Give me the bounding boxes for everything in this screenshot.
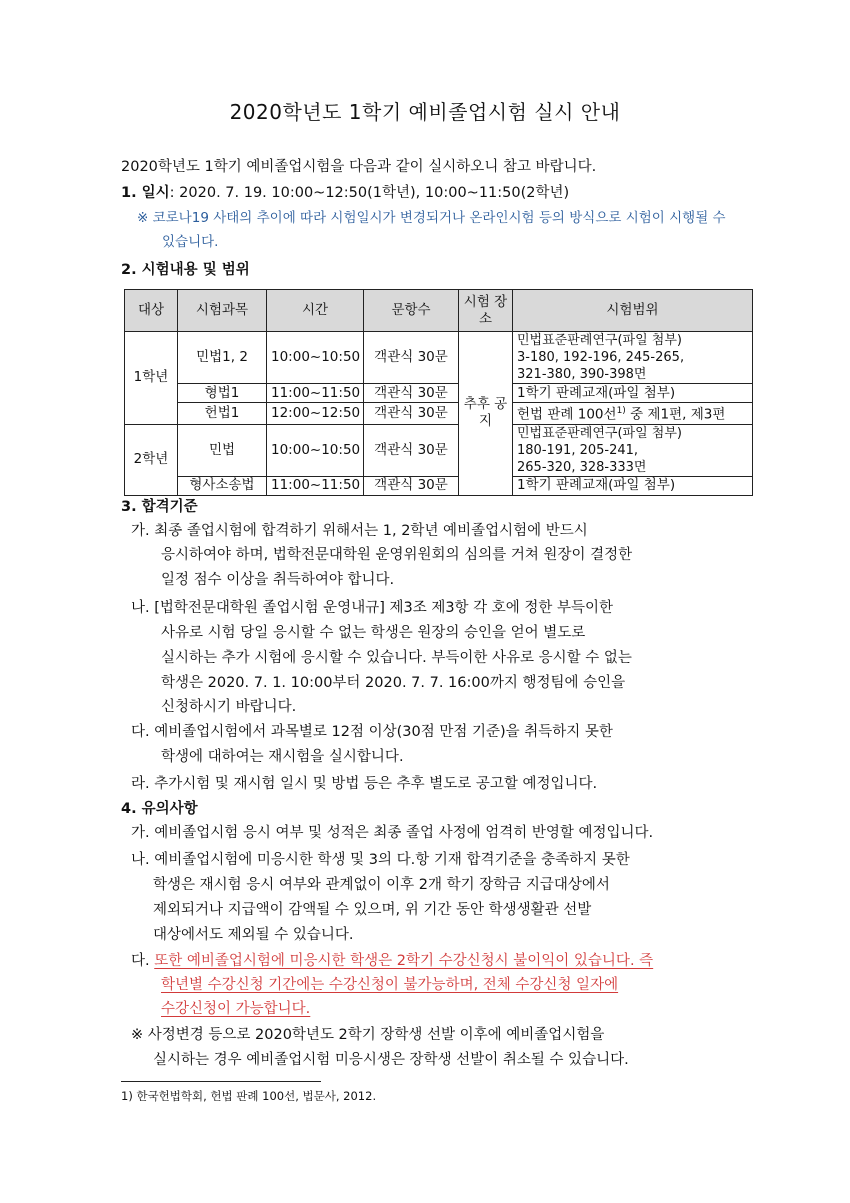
footnote-ref: 1) [616, 406, 626, 416]
section1-text: : 2020. 7. 19. 10:00~12:50(1학년), 10:00~11:50(2학년) [169, 185, 570, 201]
header-count: 문항수 [364, 290, 459, 332]
range-line: 321-380, 390-398면 [517, 367, 647, 382]
section3-line: 다. 예비졸업시험에서 과목별로 12점 이상(30점 만점 기준)을 취득하지 못한 [131, 724, 613, 740]
time-cell: 11:00~11:50 [267, 476, 364, 495]
section4-line: 대상에서도 제외될 수 있습니다. [153, 927, 354, 943]
section4-heading: 4. 유의사항 [121, 801, 198, 817]
page-title: 2020학년도 1학기 예비졸업시험 실시 안내 [229, 100, 621, 124]
time-cell: 12:00~12:50 [267, 403, 364, 425]
grade-cell: 2학년 [125, 424, 178, 495]
section3-line: 학생은 2020. 7. 1. 10:00부터 2020. 7. 7. 16:00까지 행정팀에 승인을 [161, 675, 626, 691]
count-cell: 객관식 30문 [364, 476, 459, 495]
warning-text: 수강신청이 가능합니다. [161, 1001, 311, 1017]
item-marker: 다. [131, 953, 155, 969]
subject-cell: 헌법1 [178, 403, 267, 425]
section3-line: 라. 추가시험 및 재시험 일시 및 방법 등은 추후 별도로 공고할 예정입니다. [131, 776, 598, 792]
range-cell [513, 424, 753, 476]
subject-cell: 민법1, 2 [178, 332, 267, 384]
range-cell: 1학기 판례교재(파일 첨부) [513, 384, 753, 403]
section4-line [131, 951, 653, 971]
table-row [125, 332, 753, 384]
header-target: 대상 [125, 290, 178, 332]
section3-line: 실시하는 추가 시험에 응시할 수 있습니다. 부득이한 사유로 응시할 수 없는 [161, 650, 632, 666]
count-cell: 객관식 30문 [364, 403, 459, 425]
section4-line: 나. 예비졸업시험에 미응시한 학생 및 3의 다.항 기재 합격기준을 충족하지 못한 [131, 852, 630, 868]
footnote-divider [121, 1081, 321, 1082]
section1-heading: 1. 일시 [121, 185, 170, 201]
exam-table [124, 289, 753, 496]
section3-line: 사유로 시험 당일 응시할 수 없는 학생은 원장의 승인을 얻어 별도로 [161, 625, 586, 641]
time-cell: 10:00~10:50 [267, 424, 364, 476]
subject-cell: 민법 [178, 424, 267, 476]
range-line: 민법표준판례연구(파일 첨부) [517, 333, 682, 348]
count-cell: 객관식 30문 [364, 424, 459, 476]
table-header-row [125, 290, 753, 332]
range-line: 3-180, 192-196, 245-265, [517, 350, 685, 365]
section4-line: 실시하는 경우 예비졸업시험 미응시생은 장학생 선발이 취소될 수 있습니다. [153, 1052, 629, 1068]
subject-cell: 형법1 [178, 384, 267, 403]
intro-text: 2020학년도 1학기 예비졸업시험을 다음과 같이 실시하오니 참고 바랍니다. [121, 159, 597, 175]
section1-note-line2: 있습니다. [162, 234, 219, 250]
grade-cell: 1학년 [125, 332, 178, 425]
header-subject: 시험과목 [178, 290, 267, 332]
time-cell: 11:00~11:50 [267, 384, 364, 403]
section3-line: 나. [법학전문대학원 졸업시험 운영내규] 제3조 제3항 각 호에 정한 부득이한 [131, 600, 614, 616]
count-cell: 객관식 30문 [364, 332, 459, 384]
range-cell [513, 403, 753, 425]
section3-line: 학생에 대하여는 재시험을 실시합니다. [161, 749, 404, 765]
count-cell: 객관식 30문 [364, 384, 459, 403]
section1-note-line1: ※ 코로나19 사태의 추이에 따라 시험일시가 변경되거나 온라인시험 등의 방식으로 시험이 시행될 수 [137, 210, 726, 226]
section3-line: 신청하시기 바랍니다. [161, 699, 297, 715]
time-cell: 10:00~10:50 [267, 332, 364, 384]
footnote: 1) 한국헌법학회, 헌법 판례 100선, 법문사, 2012. [121, 1089, 377, 1103]
table-row [125, 384, 753, 403]
section3-line: 응시하여야 하며, 법학전문대학원 운영위원회의 심의를 거쳐 원장이 결정한 [161, 547, 633, 563]
range-line: 180-191, 205-241, [517, 442, 639, 458]
range-line: 265-320, 328-333면 [517, 459, 647, 475]
subject-cell: 형사소송법 [178, 476, 267, 495]
range-text: 헌법 판례 100선 [517, 406, 617, 423]
warning-text: 학년별 수강신청 기간에는 수강신청이 불가능하며, 전체 수강신청 일자에 [161, 977, 619, 993]
place-cell: 추후 공지 [459, 332, 513, 496]
table-row [125, 403, 753, 425]
section4-line: 학생은 재시험 응시 여부와 관계없이 이후 2개 학기 장학금 지급대상에서 [153, 877, 610, 893]
header-place: 시험 장소 [459, 290, 513, 332]
section4-line: 가. 예비졸업시험 응시 여부 및 성적은 최종 졸업 사정에 엄격히 반영할 예정입니다. [131, 825, 654, 841]
section4-line: 제외되거나 지급액이 감액될 수 있으며, 위 기간 동안 학생생활관 선발 [153, 902, 592, 918]
section1-line [121, 183, 569, 203]
header-range: 시험범위 [513, 290, 753, 332]
range-cell [513, 332, 753, 384]
section3-line: 일정 점수 이상을 취득하여야 합니다. [161, 572, 395, 588]
range-cell: 1학기 판례교재(파일 첨부) [513, 476, 753, 495]
section4-line: ※ 사정변경 등으로 2020학년도 2학기 장학생 선발 이후에 예비졸업시험을 [131, 1027, 605, 1043]
header-time: 시간 [267, 290, 364, 332]
section3-line: 가. 최종 졸업시험에 합격하기 위해서는 1, 2학년 예비졸업시험에 반드시 [131, 523, 588, 539]
warning-text: 또한 예비졸업시험에 미응시한 학생은 2학기 수강신청시 불이익이 있습니다. 즉 [154, 953, 654, 969]
range-text: 중 제1편, 제3편 [625, 406, 726, 423]
section3-heading: 3. 합격기준 [121, 499, 198, 515]
range-line: 민법표준판례연구(파일 첨부) [517, 425, 682, 441]
section2-heading: 2. 시험내용 및 범위 [121, 262, 250, 278]
table-row [125, 476, 753, 495]
table-row [125, 424, 753, 476]
